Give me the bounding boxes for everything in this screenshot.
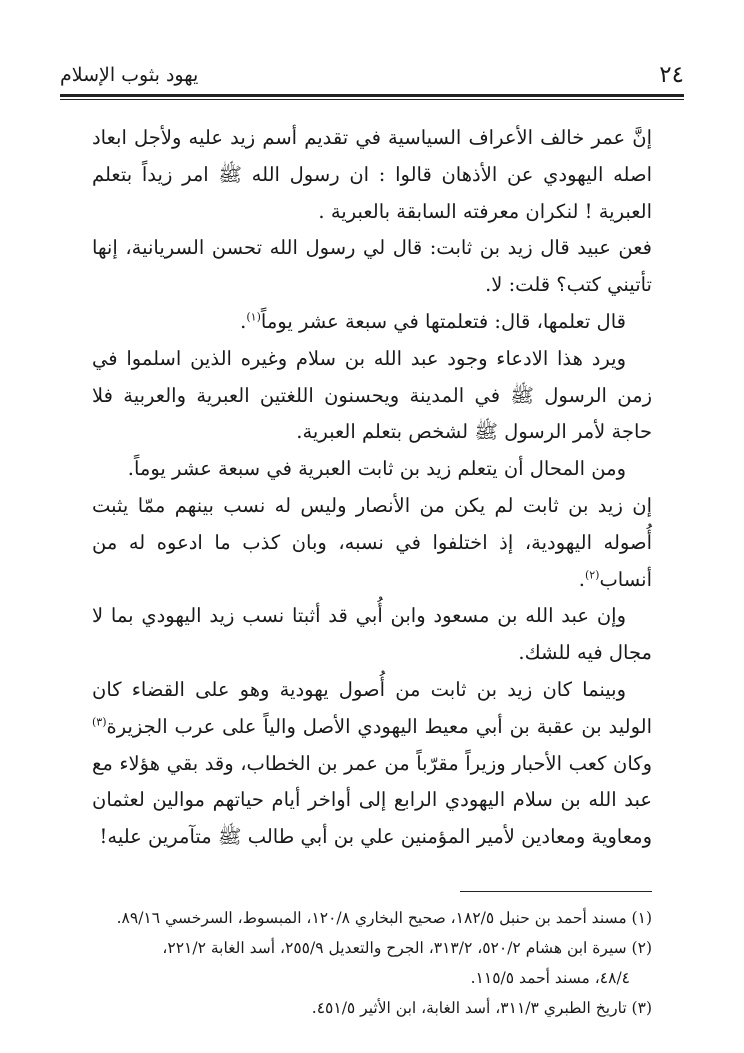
header-rule [60, 94, 684, 97]
paragraph [92, 672, 652, 856]
paragraph [92, 451, 652, 488]
paragraph [92, 598, 652, 672]
header-rule-thin [60, 99, 684, 100]
paragraph-text: وإن عبد الله بن مسعود وابن أُبي قد أثبتا نسب زيد اليهودي بما لا مجال فيه للشك. [92, 604, 652, 665]
page-header [60, 58, 684, 88]
paragraph [92, 120, 652, 230]
footnote-3: (٣) تاريخ الطبري ٣١١/٣، أسد الغابة، ابن الأثير ٤٥١/٥. [311, 999, 652, 1017]
paragraph: إن زيد بن ثابت لم يكن من الأنصار وليس له نسب بينهم ممّا يثبت أُصوله اليهودية، إذ اختلفوا في نسبه، وبان كذب ما ادعوه له من أنساب$^{(٢)}$. [92, 493, 652, 591]
paragraph-text: فعن عبيد قال زيد بن ثابت: قال لي رسول الله تحسن السريانية، إنها تأتيني كتب؟ قلت: لا. [92, 236, 652, 297]
footnote-rule [460, 891, 652, 892]
page-number: ٢٤ [659, 62, 684, 88]
running-title: يهود بثوب الإسلام [60, 64, 199, 86]
body-text [92, 120, 652, 856]
footnote-2: (٢) سيرة ابن هشام ٥٢٠/٢، ٣١٣/٢، الجرح والتعديل ٢٥٥/٩، أسد الغابة ٢٢١/٢، [162, 939, 652, 957]
paragraph-text: ومن المحال أن يتعلم زيد بن ثابت العبرية في سبعة عشر يوماً. [127, 457, 626, 481]
paragraph [92, 341, 652, 451]
paragraph-text: إن زيد بن ثابت لم يكن من الأنصار وليس له نسب بينهم ممّا يثبت أُصوله اليهودية، إذ اختلفوا في نسبه، وبان كذب ما ادعوه له من أنساب [92, 493, 652, 591]
footnote-mark: (١) [246, 310, 261, 324]
footnote-2-continuation: ٤٨/٤، مسند أحمد ١١٥/٥. [470, 969, 630, 987]
footnotes [92, 903, 652, 1023]
paragraph-text: وكان كعب الأحبار وزيراً مقرّباً من عمر بن الخطاب، وقد بقي هؤلاء مع عبد الله بن سلام اليهودي الرابع إلى أواخر أيام حياتهم موالين لعثمان ومعاوية ومعادين لأمير المؤمنين علي بن أبي طالب ﷺ متآمرين عليه! [92, 751, 652, 849]
paragraph-text: ويرد هذا الادعاء وجود عبد الله بن سلام وغيره الذين اسلموا في زمن الرسول ﷺ في المدينة ويحسنون اللغتين العبرية والعربية فلا حاجة لأمر الرسول ﷺ لشخص بتعلم العبرية. [92, 346, 652, 444]
paragraph [92, 230, 652, 304]
paragraph-text: قال تعلمها، قال: فتعلمتها في سبعة عشر يوماً [260, 309, 626, 333]
footnote-mark: (٢) [584, 568, 600, 582]
footnote-1: (١) مسند أحمد بن حنبل ١٨٢/٥، صحيح البخاري ١٢٠/٨، المبسوط، السرخسي ٨٩/١٦. [116, 909, 652, 927]
paragraph-text: وبينما كان زيد بن ثابت من أُصول يهودية وهو على القضاء كان الوليد بن عقبة بن أبي معيط اليهودي الأصل والياً على عرب الجزيرة [92, 677, 652, 738]
paragraph: قال تعلمها، قال: فتعلمتها في سبعة عشر يوماً$^{(١)}$. [240, 309, 626, 333]
paragraph-text: إنَّ عمر خالف الأعراف السياسية في تقديم أسم زيد عليه ولأجل ابعاد اصله اليهودي عن الأذهان قالوا : ان رسول الله ﷺ امر زيداً بتعلم العبرية ! لنكران معرفته السابقة بالعبرية . [92, 126, 652, 223]
footnote-mark: (٣) [92, 715, 107, 729]
